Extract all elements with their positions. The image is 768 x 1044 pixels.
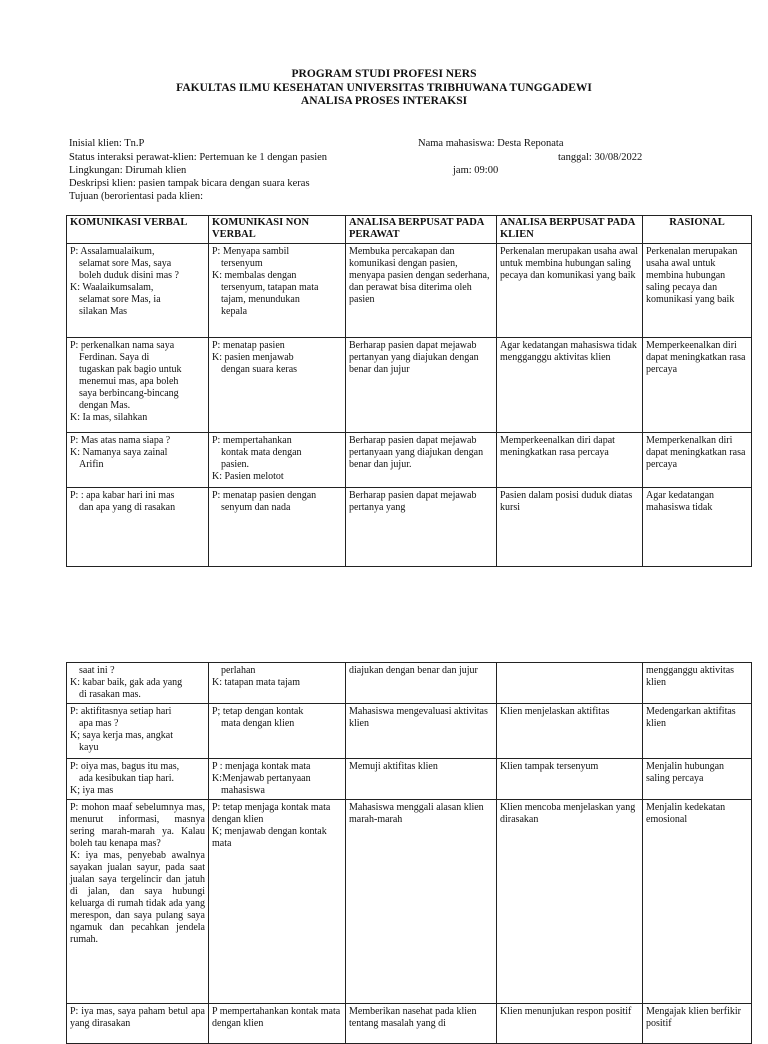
goal-field: Tujuan (berorientasi pada klien: bbox=[69, 191, 204, 202]
table-row bbox=[67, 488, 752, 567]
nonverbal-line: mata dengan klien bbox=[221, 718, 295, 729]
table-row bbox=[67, 704, 752, 759]
cell-rationale: Memperkenalkan diri dapat meningkatkan rasa percaya bbox=[643, 433, 752, 488]
date-field: tanggal: 30/08/2022 bbox=[558, 152, 643, 163]
cell-verbal bbox=[67, 433, 209, 488]
verbal-line: P: aktifitasnya setiap hari bbox=[70, 706, 172, 717]
interaction-status: Status interaksi perawat-klien: Pertemuan ke 1 dengan pasien bbox=[69, 152, 328, 163]
nonverbal-line: P : menjaga kontak mata bbox=[212, 761, 311, 772]
table-row bbox=[67, 800, 752, 1004]
nonverbal-line: mahasiswa bbox=[221, 785, 265, 796]
nonverbal-line: tajam, menundukan bbox=[221, 294, 300, 305]
cell-nurse-analysis: diajukan dengan benar dan jujur bbox=[346, 663, 497, 704]
cell-nurse-analysis: Mahasiswa menggali alasan klien marah-marah bbox=[346, 800, 497, 1004]
verbal-line: saya berbincang-bincang bbox=[79, 388, 179, 399]
nonverbal-line: P mempertahankan kontak mata dengan klien bbox=[212, 1006, 341, 1029]
nonverbal-line: K: pasien menjawab bbox=[212, 352, 294, 363]
cell-nonverbal bbox=[209, 759, 346, 800]
cell-client-analysis: Klien menunjukan respon positif bbox=[497, 1004, 643, 1044]
student-name: Nama mahasiswa: Desta Reponata bbox=[418, 138, 564, 149]
nonverbal-line: senyum dan nada bbox=[221, 502, 291, 513]
verbal-line: menemui mas, apa boleh bbox=[79, 376, 179, 387]
verbal-line: P: Assalamualaikum, bbox=[70, 246, 155, 257]
verbal-line: kayu bbox=[79, 742, 99, 753]
cell-nurse-analysis: Berharap pasien dapat mejawab pertanya yang bbox=[346, 488, 497, 567]
table-row bbox=[67, 433, 752, 488]
cell-nonverbal bbox=[209, 663, 346, 704]
verbal-line: boleh duduk disini mas ? bbox=[79, 270, 179, 281]
client-initials: Inisial klien: Tn.P bbox=[69, 138, 145, 149]
nonverbal-line: K: Pasien melotot bbox=[212, 471, 284, 482]
cell-rationale: Agar kedatangan mahasiswa tidak bbox=[643, 488, 752, 567]
header-nurse-analysis: ANALISA BERPUSAT PADA PERAWAT bbox=[346, 216, 497, 244]
cell-nurse-analysis: Membuka percakapan dan komunikasi dengan pasien, menyapa pasien dengan sederhana, dan perawat bisa diterima oleh pasien bbox=[346, 244, 497, 338]
header-verbal: KOMUNIKASI VERBAL bbox=[67, 216, 209, 244]
cell-verbal bbox=[67, 800, 209, 1004]
verbal-line: Arifin bbox=[79, 459, 104, 470]
nonverbal-line: pasien. bbox=[221, 459, 250, 470]
cell-nonverbal bbox=[209, 488, 346, 567]
nonverbal-line: tersenyum bbox=[221, 258, 263, 269]
verbal-line: Ferdinan. Saya di bbox=[79, 352, 150, 363]
nonverbal-line: P: Menyapa sambil bbox=[212, 246, 290, 257]
cell-client-analysis: Klien menjelaskan aktifitas bbox=[497, 704, 643, 759]
nonverbal-line: P: mempertahankan bbox=[212, 435, 292, 446]
cell-rationale: Menjalin kedekatan emosional bbox=[643, 800, 752, 1004]
cell-nonverbal bbox=[209, 800, 346, 1004]
nonverbal-line: P: menatap pasien dengan bbox=[212, 490, 317, 501]
cell-verbal bbox=[67, 338, 209, 433]
nonverbal-line: P: tetap menjaga kontak mata dengan klien bbox=[212, 802, 331, 825]
cell-client-analysis: Agar kedatangan mahasiswa tidak mengganggu aktivitas klien bbox=[497, 338, 643, 433]
verbal-line: P: Mas atas nama siapa ? bbox=[70, 435, 171, 446]
verbal-line: P: perkenalkan nama saya bbox=[70, 340, 175, 351]
cell-rationale: Mengajak klien berfikir positif bbox=[643, 1004, 752, 1044]
nonverbal-line: P; tetap dengan kontak bbox=[212, 706, 304, 717]
nonverbal-line: dengan suara keras bbox=[221, 364, 298, 375]
cell-rationale: mengganggu aktivitas klien bbox=[643, 663, 752, 704]
verbal-line: dengan Mas. bbox=[79, 400, 131, 411]
nonverbal-line: tersenyum, tatapan mata bbox=[221, 282, 319, 293]
cell-verbal bbox=[67, 663, 209, 704]
document-header bbox=[0, 68, 768, 109]
form-title: ANALISA PROSES INTERAKSI bbox=[300, 95, 468, 107]
cell-rationale: Memperkeenalkan diri dapat meningkatkan rasa percaya bbox=[643, 338, 752, 433]
verbal-line: dan apa yang di rasakan bbox=[79, 502, 176, 513]
table-row bbox=[67, 663, 752, 704]
cell-nurse-analysis: Berharap pasien dapat mejawab pertanyan yang diajukan dengan benar dan jujur bbox=[346, 338, 497, 433]
cell-verbal bbox=[67, 704, 209, 759]
verbal-line: P: iya mas, saya paham betul apa yang dirasakan bbox=[70, 1006, 205, 1029]
cell-verbal bbox=[67, 759, 209, 800]
verbal-line: tugaskan pak bagio untuk bbox=[79, 364, 182, 375]
verbal-line: saat ini ? bbox=[79, 665, 115, 676]
nonverbal-line: kepala bbox=[221, 306, 248, 317]
verbal-line: selamat sore Mas, saya bbox=[79, 258, 172, 269]
cell-nonverbal bbox=[209, 244, 346, 338]
table-row bbox=[67, 244, 752, 338]
cell-nurse-analysis: Mahasiswa mengevaluasi aktivitas klien bbox=[346, 704, 497, 759]
cell-client-analysis: Klien tampak tersenyum bbox=[497, 759, 643, 800]
cell-rationale: Menjalin hubungan saling percaya bbox=[643, 759, 752, 800]
verbal-line: K; iya mas bbox=[70, 785, 114, 796]
verbal-line: K: Ia mas, silahkan bbox=[70, 412, 148, 423]
cell-rationale: Perkenalan merupakan usaha awal untuk membina hubungan saling pecaya dan komunikasi yang baik bbox=[643, 244, 752, 338]
verbal-line: ada kesibukan tiap hari. bbox=[79, 773, 174, 784]
cell-client-analysis: Memperkeenalkan diri dapat meningkatkan rasa percaya bbox=[497, 433, 643, 488]
verbal-line: K: Namanya saya zainal bbox=[70, 447, 168, 458]
header-nonverbal: KOMUNIKASI NON VERBAL bbox=[209, 216, 346, 244]
cell-rationale: Medengarkan aktifitas klien bbox=[643, 704, 752, 759]
cell-verbal bbox=[67, 488, 209, 567]
environment-field: Lingkungan: Dirumah klien bbox=[69, 165, 187, 176]
table-row bbox=[67, 759, 752, 800]
cell-nurse-analysis: Memuji aktifitas klien bbox=[346, 759, 497, 800]
nonverbal-line: K:Menjawab pertanyaan bbox=[212, 773, 311, 784]
cell-nonverbal bbox=[209, 704, 346, 759]
table-row bbox=[67, 338, 752, 433]
cell-nonverbal bbox=[209, 338, 346, 433]
interaction-table-page2 bbox=[66, 662, 752, 1044]
verbal-line: di rasakan mas. bbox=[79, 689, 141, 700]
cell-nonverbal bbox=[209, 433, 346, 488]
verbal-line: P: mohon maaf sebelumnya mas, menurut informasi, masnya sering marah-marah ya. Kalau boleh tau kenapa mas? bbox=[70, 802, 205, 849]
header-rationale: RASIONAL bbox=[643, 216, 752, 244]
verbal-line: K: kabar baik, gak ada yang bbox=[70, 677, 183, 688]
nonverbal-line: K: membalas dengan bbox=[212, 270, 297, 281]
nonverbal-line: kontak mata dengan bbox=[221, 447, 302, 458]
time-field: jam: 09:00 bbox=[453, 165, 499, 176]
verbal-line: selamat sore Mas, ia bbox=[79, 294, 161, 305]
verbal-line: P: : apa kabar hari ini mas bbox=[70, 490, 175, 501]
nonverbal-line: P: menatap pasien bbox=[212, 340, 285, 351]
nonverbal-line: K; menjawab dengan kontak mata bbox=[212, 826, 327, 849]
cell-client-analysis: Klien mencoba menjelaskan yang dirasakan bbox=[497, 800, 643, 1004]
verbal-line: K; saya kerja mas, angkat bbox=[70, 730, 174, 741]
verbal-line: K: Waalaikumsalam, bbox=[70, 282, 154, 293]
cell-client-analysis: Pasien dalam posisi duduk diatas kursi bbox=[497, 488, 643, 567]
interaction-table-page1 bbox=[66, 215, 752, 567]
client-description: Deskripsi klien: pasien tampak bicara dengan suara keras bbox=[69, 178, 310, 189]
cell-verbal bbox=[67, 244, 209, 338]
faculty-title: FAKULTAS ILMU KESEHATAN UNIVERSITAS TRIBHUWANA TUNGGADEWI bbox=[176, 81, 592, 94]
verbal-line: silakan Mas bbox=[79, 306, 128, 317]
program-title: PROGRAM STUDI PROFESI NERS bbox=[291, 68, 477, 80]
cell-nurse-analysis: Memberikan nasehat pada klien tentang masalah yang di bbox=[346, 1004, 497, 1044]
nonverbal-line: perlahan bbox=[221, 665, 256, 676]
cell-client-analysis bbox=[497, 663, 643, 704]
verbal-line: P: oiya mas, bagus itu mas, bbox=[70, 761, 180, 772]
header-client-analysis: ANALISA BERPUSAT PADA KLIEN bbox=[497, 216, 643, 244]
verbal-line: K: iya mas, penyebab awalnya sayakan jualan sayur, pada saat jualan saya tergelincir dan jatuh di jalan, dan saya hubungi keluarga di rumah tidak ada yang merespon, dan saya pulang saya ngamuk dan pecahkan jendela rumah. bbox=[70, 850, 205, 945]
nonverbal-line: K: tatapan mata tajam bbox=[212, 677, 301, 688]
cell-client-analysis: Perkenalan merupakan usaha awal untuk membina hubungan saling pecaya dan komunikasi yang baik bbox=[497, 244, 643, 338]
cell-nurse-analysis: Berharap pasien dapat mejawab pertanyaan yang diajukan dengan benar dan jujur. bbox=[346, 433, 497, 488]
verbal-line: apa mas ? bbox=[79, 718, 119, 729]
